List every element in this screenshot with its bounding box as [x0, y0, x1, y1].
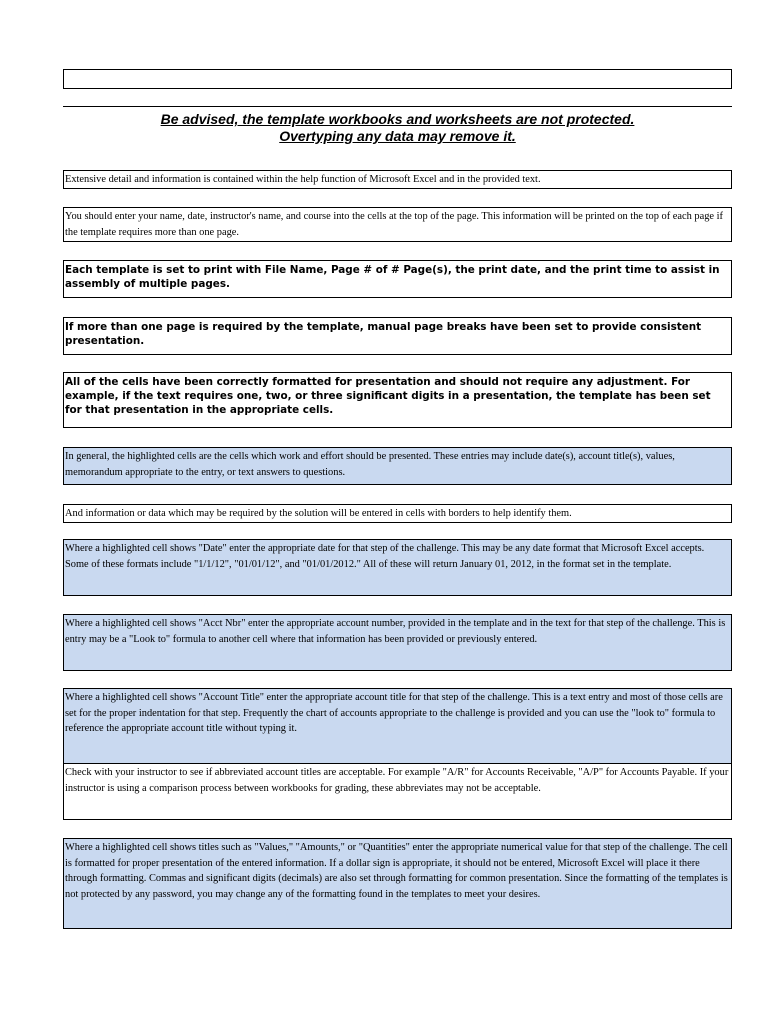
- header-cell[interactable]: [63, 69, 732, 89]
- note-print-settings[interactable]: Each template is set to print with File Name, Page # of # Page(s), the print date, and the print time to assist in assembly of multiple pages.: [63, 260, 732, 298]
- advisory-line-2: Overtyping any data may remove it.: [279, 128, 516, 144]
- note-date-cell[interactable]: Where a highlighted cell shows "Date" enter the appropriate date for that step of the challenge. This may be any date format that Microsoft Excel accepts. Some of these formats include "1/1/12", "01/01/12", and "01/01/2012." All of these will return January 01, 2012, in the format set in the template.: [63, 539, 732, 596]
- advisory-line-1: Be advised, the template workbooks and worksheets are not protected.: [160, 111, 635, 127]
- note-help-function[interactable]: Extensive detail and information is contained within the help function of Microsoft Excel and in the provided text.: [63, 170, 732, 189]
- note-cell-formatting[interactable]: All of the cells have been correctly formatted for presentation and should not require any adjustment. For example, if the text requires one, two, or three significant digits in a presentation, the template has been set for that presentation in the appropriate cells.: [63, 372, 732, 428]
- note-highlighted-cells[interactable]: In general, the highlighted cells are the cells which work and effort should be presented. These entries may include date(s), account title(s), values, memorandum appropriate to the entry, or text answers to questions.: [63, 447, 732, 485]
- note-abbreviations[interactable]: Check with your instructor to see if abbreviated account titles are acceptable. For example "A/R" for Accounts Receivable, "A/P" for Accounts Payable. If your instructor is using a comparison process between workbooks for grading, these abbreviates may not be acceptable.: [63, 763, 732, 820]
- note-account-title-cell[interactable]: Where a highlighted cell shows "Account Title" enter the appropriate account title for that step of the challenge. This is a text entry and most of those cells are set for the proper indentation for that step. Frequently the chart of accounts appropriate to the challenge is provided and you can use the "look to" formula to reference the appropriate account title without typing it.: [63, 688, 732, 764]
- divider-line: [63, 106, 732, 107]
- note-acct-nbr-cell[interactable]: Where a highlighted cell shows "Acct Nbr" enter the appropriate account number, provided in the template and in the text for that step of the challenge. This is entry may be a "Look to" formula to another cell where that information has been provided or previously entered.: [63, 614, 732, 671]
- advisory-heading: [63, 111, 732, 145]
- note-bordered-cells[interactable]: And information or data which may be required by the solution will be entered in cells with borders to help identify them.: [63, 504, 732, 523]
- note-enter-name[interactable]: You should enter your name, date, instructor's name, and course into the cells at the top of the page. This information will be printed on the top of each page if the template requires more than one page.: [63, 207, 732, 242]
- note-values-cell[interactable]: Where a highlighted cell shows titles such as "Values," "Amounts," or "Quantities" enter the appropriate numerical value for that step of the challenge. The cell is formatted for proper presentation of the entered information. If a dollar sign is appropriate, it should not be entered, Microsoft Excel will place it there through formatting. Commas and significant digits (decimals) are also set through formatting for common presentation. Since the formatting of the templates is not protected by any password, you may change any of the formatting found in the templates to meet your desires.: [63, 838, 732, 929]
- note-page-breaks[interactable]: If more than one page is required by the template, manual page breaks have been set to provide consistent presentation.: [63, 317, 732, 355]
